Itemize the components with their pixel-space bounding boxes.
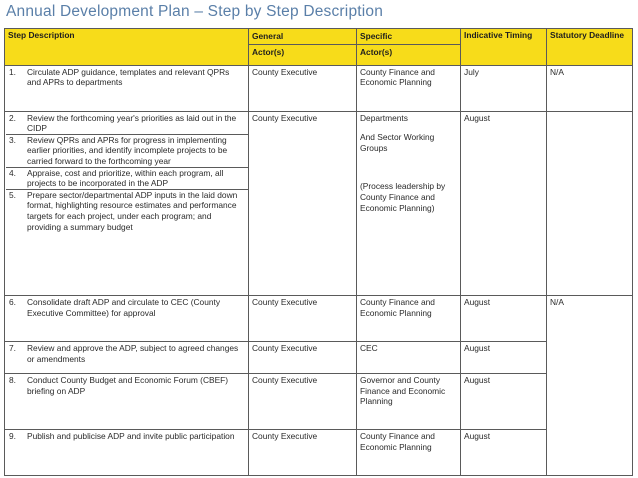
step-description: Review and approve the ADP, subject to agreed changes or amendments — [27, 343, 239, 364]
table-row — [5, 373, 633, 429]
timing-cell: August — [461, 296, 547, 342]
specific-actor-departments: Departments — [360, 112, 408, 123]
deadline-cell — [547, 111, 633, 296]
step-number: 9. — [9, 431, 16, 442]
step-description: Consolidate draft ADP and circulate to CEC (County Executive Committee) for approval — [27, 297, 221, 318]
general-actor-cell: County Executive — [249, 111, 357, 296]
step-number: 5. — [9, 189, 16, 200]
header-step-description: Step Description — [5, 29, 249, 66]
specific-actor-cell: County Finance and Economic Planning — [357, 65, 461, 111]
table-row — [5, 296, 633, 342]
step-cell — [5, 430, 249, 476]
step-number: 6. — [9, 297, 16, 308]
general-actor-cell: County Executive — [249, 430, 357, 476]
timing-cell: August — [461, 342, 547, 374]
list-item — [6, 134, 248, 167]
adp-steps-table — [4, 28, 633, 476]
timing-cell: August — [461, 111, 547, 296]
step-cell — [5, 65, 249, 111]
general-actor-cell: County Executive — [249, 296, 357, 342]
step-number: 2. — [9, 112, 16, 123]
list-item — [9, 112, 245, 134]
header-general-actors-label: Actor(s) — [252, 47, 285, 57]
table-row — [5, 342, 633, 374]
specific-actor-cell: County Finance and Economic Planning — [357, 430, 461, 476]
deadline-cell: N/A — [547, 296, 633, 476]
step-number: 7. — [9, 343, 16, 354]
step-group-cell — [5, 111, 249, 296]
step-description: Circulate ADP guidance, templates and relevant QPRs and APRs to departments — [27, 66, 230, 88]
specific-actor-cell: Governor and County Finance and Economic Planning — [357, 373, 461, 429]
timing-cell: July — [461, 65, 547, 111]
step-number: 3. — [9, 134, 16, 145]
step-number: 1. — [9, 66, 16, 77]
timing-cell: August — [461, 430, 547, 476]
table-row — [5, 430, 633, 476]
step-description: Prepare sector/departmental ADP inputs in the laid down format, highlighting resource estimates and performance targets for each project, under each program; and providing a summary budget — [27, 189, 238, 232]
page-title: Annual Development Plan – Step by Step Description — [6, 3, 384, 20]
step-cell — [5, 296, 249, 342]
specific-actor-cell — [357, 111, 461, 296]
specific-actor-cell: CEC — [357, 342, 461, 374]
table-row — [5, 111, 633, 296]
specific-actor-process-leadership: (Process leadership by County Finance and Economic Planning) — [360, 181, 446, 213]
specific-actor-working-groups: And Sector Working Groups — [360, 132, 435, 153]
header-statutory-deadline: Statutory Deadline — [547, 29, 633, 66]
step-description: Review QPRs and APRs for progress in implementing earlier priorities, and identify incomplete projects to be carried forward to the forthcoming year — [27, 134, 228, 167]
header-general-label: General — [249, 29, 356, 45]
step-description: Review the forthcoming year's priorities as laid out in the CIDP — [27, 112, 237, 134]
timing-cell: August — [461, 373, 547, 429]
header-specific-actors — [357, 29, 461, 66]
step-description: Conduct County Budget and Economic Forum (CBEF) briefing on ADP — [27, 374, 229, 396]
deadline-cell: N/A — [547, 65, 633, 111]
general-actor-cell: County Executive — [249, 342, 357, 374]
step-number: 4. — [9, 167, 16, 178]
list-item — [6, 167, 248, 189]
header-specific-actors-label: Actor(s) — [360, 47, 393, 57]
step-cell — [5, 373, 249, 429]
header-general-actors — [249, 29, 357, 66]
table-row — [5, 65, 633, 111]
list-item — [6, 189, 248, 232]
step-cell — [5, 342, 249, 374]
step-number: 8. — [9, 374, 16, 385]
header-specific-label: Specific — [357, 29, 460, 45]
general-actor-cell: County Executive — [249, 373, 357, 429]
step-description: Publish and publicise ADP and invite public participation — [27, 431, 235, 442]
step-description: Appraise, cost and prioritize, within each program, all projects to be incorporated in the ADP — [27, 167, 224, 189]
specific-actor-cell: County Finance and Economic Planning — [357, 296, 461, 342]
header-indicative-timing: Indicative Timing — [461, 29, 547, 66]
table-header-row — [5, 29, 633, 66]
general-actor-cell: County Executive — [249, 65, 357, 111]
